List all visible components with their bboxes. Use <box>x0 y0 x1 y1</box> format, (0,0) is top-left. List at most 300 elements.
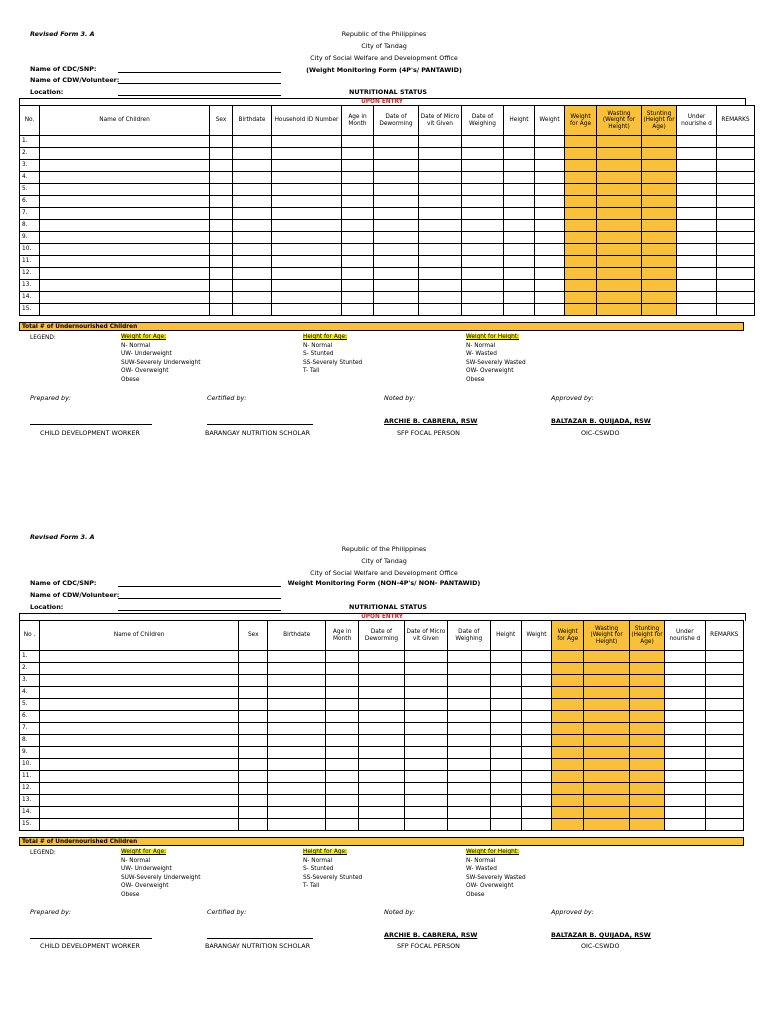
table-cell[interactable] <box>272 196 342 208</box>
table-cell[interactable] <box>565 196 597 208</box>
table-cell[interactable] <box>521 699 551 711</box>
table-cell[interactable] <box>521 771 551 783</box>
table-cell[interactable] <box>268 735 326 747</box>
table-cell[interactable] <box>535 136 565 148</box>
table-cell[interactable] <box>629 771 664 783</box>
table-cell[interactable] <box>490 651 521 663</box>
table-cell[interactable] <box>552 687 584 699</box>
table-cell[interactable] <box>677 232 717 244</box>
table-cell[interactable] <box>642 292 677 304</box>
table-cell[interactable] <box>597 196 642 208</box>
table-cell[interactable] <box>272 220 342 232</box>
table-cell[interactable] <box>462 148 504 160</box>
table-cell[interactable] <box>552 663 584 675</box>
table-cell[interactable] <box>504 232 535 244</box>
table-cell[interactable] <box>462 220 504 232</box>
table-cell[interactable] <box>504 304 535 316</box>
table-cell[interactable] <box>419 232 462 244</box>
table-cell[interactable] <box>629 747 664 759</box>
table-cell[interactable] <box>597 184 642 196</box>
table-cell[interactable] <box>239 687 268 699</box>
table-cell[interactable] <box>552 747 584 759</box>
table-cell[interactable] <box>665 735 705 747</box>
table-cell[interactable] <box>374 160 419 172</box>
table-cell[interactable] <box>404 819 447 831</box>
table-cell[interactable] <box>665 759 705 771</box>
table-cell[interactable] <box>597 160 642 172</box>
table-cell[interactable] <box>40 244 210 256</box>
table-cell[interactable] <box>521 747 551 759</box>
table-cell[interactable] <box>584 723 629 735</box>
table-cell[interactable] <box>565 268 597 280</box>
table-cell[interactable] <box>233 148 272 160</box>
table-cell[interactable] <box>359 783 404 795</box>
table-cell[interactable] <box>705 807 743 819</box>
table-cell[interactable] <box>462 196 504 208</box>
table-cell[interactable] <box>268 819 326 831</box>
table-cell[interactable] <box>521 723 551 735</box>
table-cell[interactable] <box>705 795 743 807</box>
table-cell[interactable] <box>268 771 326 783</box>
table-cell[interactable] <box>665 819 705 831</box>
table-cell[interactable] <box>504 196 535 208</box>
table-cell[interactable] <box>325 807 358 819</box>
table-cell[interactable] <box>268 663 326 675</box>
table-cell[interactable] <box>717 208 755 220</box>
table-cell[interactable] <box>210 292 233 304</box>
table-cell[interactable] <box>521 675 551 687</box>
table-cell[interactable] <box>40 699 239 711</box>
table-cell[interactable] <box>677 280 717 292</box>
table-cell[interactable] <box>717 184 755 196</box>
table-cell[interactable] <box>584 819 629 831</box>
table-cell[interactable] <box>359 771 404 783</box>
table-cell[interactable] <box>504 172 535 184</box>
table-cell[interactable] <box>239 795 268 807</box>
table-cell[interactable] <box>705 663 743 675</box>
table-cell[interactable] <box>665 807 705 819</box>
table-cell[interactable] <box>504 256 535 268</box>
table-cell[interactable] <box>233 292 272 304</box>
table-cell[interactable] <box>210 232 233 244</box>
table-cell[interactable] <box>584 783 629 795</box>
table-cell[interactable] <box>359 651 404 663</box>
table-cell[interactable] <box>705 687 743 699</box>
table-cell[interactable] <box>40 304 210 316</box>
table-cell[interactable] <box>705 711 743 723</box>
table-cell[interactable] <box>419 160 462 172</box>
table-cell[interactable] <box>504 136 535 148</box>
table-cell[interactable] <box>404 759 447 771</box>
table-cell[interactable] <box>552 651 584 663</box>
table-cell[interactable] <box>504 280 535 292</box>
table-cell[interactable] <box>535 208 565 220</box>
table-cell[interactable] <box>642 256 677 268</box>
table-cell[interactable] <box>374 292 419 304</box>
table-cell[interactable] <box>359 759 404 771</box>
signature-line-cdw[interactable] <box>30 424 152 425</box>
table-cell[interactable] <box>359 687 404 699</box>
table-cell[interactable] <box>374 232 419 244</box>
table-cell[interactable] <box>565 160 597 172</box>
table-cell[interactable] <box>705 759 743 771</box>
table-cell[interactable] <box>342 256 374 268</box>
table-cell[interactable] <box>535 148 565 160</box>
table-cell[interactable] <box>272 280 342 292</box>
table-cell[interactable] <box>239 711 268 723</box>
table-cell[interactable] <box>677 172 717 184</box>
table-cell[interactable] <box>705 735 743 747</box>
table-cell[interactable] <box>552 795 584 807</box>
table-cell[interactable] <box>665 771 705 783</box>
table-cell[interactable] <box>665 651 705 663</box>
table-cell[interactable] <box>717 268 755 280</box>
table-cell[interactable] <box>448 711 490 723</box>
table-cell[interactable] <box>40 651 239 663</box>
table-cell[interactable] <box>419 244 462 256</box>
table-cell[interactable] <box>404 663 447 675</box>
table-cell[interactable] <box>584 747 629 759</box>
table-cell[interactable] <box>565 184 597 196</box>
table-cell[interactable] <box>629 687 664 699</box>
table-cell[interactable] <box>210 280 233 292</box>
table-cell[interactable] <box>210 208 233 220</box>
table-cell[interactable] <box>535 196 565 208</box>
table-cell[interactable] <box>535 244 565 256</box>
table-cell[interactable] <box>268 795 326 807</box>
table-cell[interactable] <box>359 675 404 687</box>
table-cell[interactable] <box>374 136 419 148</box>
table-cell[interactable] <box>268 783 326 795</box>
table-cell[interactable] <box>521 687 551 699</box>
table-cell[interactable] <box>210 184 233 196</box>
table-cell[interactable] <box>629 663 664 675</box>
table-cell[interactable] <box>404 699 447 711</box>
table-cell[interactable] <box>268 759 326 771</box>
table-cell[interactable] <box>40 184 210 196</box>
table-cell[interactable] <box>268 687 326 699</box>
table-cell[interactable] <box>462 280 504 292</box>
table-cell[interactable] <box>642 268 677 280</box>
table-cell[interactable] <box>552 723 584 735</box>
table-cell[interactable] <box>504 148 535 160</box>
table-cell[interactable] <box>490 819 521 831</box>
table-cell[interactable] <box>552 771 584 783</box>
table-cell[interactable] <box>642 220 677 232</box>
table-cell[interactable] <box>268 807 326 819</box>
table-cell[interactable] <box>490 771 521 783</box>
table-cell[interactable] <box>40 148 210 160</box>
table-cell[interactable] <box>359 819 404 831</box>
table-cell[interactable] <box>565 304 597 316</box>
table-cell[interactable] <box>665 687 705 699</box>
table-cell[interactable] <box>629 651 664 663</box>
table-cell[interactable] <box>404 807 447 819</box>
table-cell[interactable] <box>40 663 239 675</box>
table-cell[interactable] <box>40 675 239 687</box>
table-cell[interactable] <box>490 723 521 735</box>
table-cell[interactable] <box>239 783 268 795</box>
field-cdc-input[interactable] <box>118 586 281 587</box>
table-cell[interactable] <box>642 136 677 148</box>
table-cell[interactable] <box>552 735 584 747</box>
table-cell[interactable] <box>40 687 239 699</box>
table-cell[interactable] <box>584 735 629 747</box>
table-cell[interactable] <box>490 663 521 675</box>
table-cell[interactable] <box>272 184 342 196</box>
table-cell[interactable] <box>535 256 565 268</box>
table-cell[interactable] <box>642 208 677 220</box>
table-cell[interactable] <box>705 747 743 759</box>
table-cell[interactable] <box>239 747 268 759</box>
table-cell[interactable] <box>325 663 358 675</box>
table-cell[interactable] <box>239 723 268 735</box>
table-cell[interactable] <box>40 807 239 819</box>
table-cell[interactable] <box>40 268 210 280</box>
table-cell[interactable] <box>325 759 358 771</box>
table-cell[interactable] <box>233 136 272 148</box>
table-cell[interactable] <box>717 280 755 292</box>
table-cell[interactable] <box>717 292 755 304</box>
table-cell[interactable] <box>665 711 705 723</box>
table-cell[interactable] <box>535 220 565 232</box>
table-cell[interactable] <box>40 747 239 759</box>
table-cell[interactable] <box>521 663 551 675</box>
table-cell[interactable] <box>419 196 462 208</box>
table-cell[interactable] <box>239 675 268 687</box>
table-cell[interactable] <box>342 280 374 292</box>
table-cell[interactable] <box>535 160 565 172</box>
table-cell[interactable] <box>490 687 521 699</box>
table-cell[interactable] <box>705 675 743 687</box>
table-cell[interactable] <box>642 280 677 292</box>
table-cell[interactable] <box>374 172 419 184</box>
table-cell[interactable] <box>565 280 597 292</box>
table-cell[interactable] <box>629 711 664 723</box>
table-cell[interactable] <box>272 160 342 172</box>
table-cell[interactable] <box>325 771 358 783</box>
table-cell[interactable] <box>40 196 210 208</box>
table-cell[interactable] <box>419 148 462 160</box>
table-cell[interactable] <box>40 172 210 184</box>
table-cell[interactable] <box>210 160 233 172</box>
table-cell[interactable] <box>717 196 755 208</box>
table-cell[interactable] <box>521 783 551 795</box>
table-cell[interactable] <box>359 795 404 807</box>
table-cell[interactable] <box>597 280 642 292</box>
table-cell[interactable] <box>677 148 717 160</box>
table-cell[interactable] <box>565 244 597 256</box>
table-cell[interactable] <box>342 136 374 148</box>
table-cell[interactable] <box>677 292 717 304</box>
table-cell[interactable] <box>597 304 642 316</box>
table-cell[interactable] <box>490 759 521 771</box>
table-cell[interactable] <box>419 220 462 232</box>
signature-line-bns[interactable] <box>207 938 313 939</box>
table-cell[interactable] <box>705 819 743 831</box>
table-cell[interactable] <box>404 771 447 783</box>
table-cell[interactable] <box>325 675 358 687</box>
table-cell[interactable] <box>342 232 374 244</box>
table-cell[interactable] <box>325 735 358 747</box>
table-cell[interactable] <box>268 711 326 723</box>
table-cell[interactable] <box>404 675 447 687</box>
table-cell[interactable] <box>448 795 490 807</box>
table-cell[interactable] <box>448 663 490 675</box>
table-cell[interactable] <box>374 220 419 232</box>
table-cell[interactable] <box>490 699 521 711</box>
table-cell[interactable] <box>268 699 326 711</box>
table-cell[interactable] <box>325 747 358 759</box>
table-cell[interactable] <box>504 244 535 256</box>
table-cell[interactable] <box>597 292 642 304</box>
table-cell[interactable] <box>665 699 705 711</box>
table-cell[interactable] <box>584 795 629 807</box>
table-cell[interactable] <box>40 208 210 220</box>
table-cell[interactable] <box>717 256 755 268</box>
table-cell[interactable] <box>342 304 374 316</box>
table-cell[interactable] <box>629 759 664 771</box>
table-cell[interactable] <box>342 148 374 160</box>
table-cell[interactable] <box>448 687 490 699</box>
table-cell[interactable] <box>40 292 210 304</box>
table-cell[interactable] <box>717 220 755 232</box>
table-cell[interactable] <box>40 220 210 232</box>
table-cell[interactable] <box>448 651 490 663</box>
table-cell[interactable] <box>705 771 743 783</box>
table-cell[interactable] <box>210 256 233 268</box>
table-cell[interactable] <box>272 148 342 160</box>
table-cell[interactable] <box>233 244 272 256</box>
table-cell[interactable] <box>374 184 419 196</box>
table-cell[interactable] <box>462 244 504 256</box>
table-cell[interactable] <box>665 663 705 675</box>
table-cell[interactable] <box>359 663 404 675</box>
table-cell[interactable] <box>40 723 239 735</box>
table-cell[interactable] <box>552 783 584 795</box>
table-cell[interactable] <box>462 292 504 304</box>
table-cell[interactable] <box>404 747 447 759</box>
table-cell[interactable] <box>717 136 755 148</box>
table-cell[interactable] <box>462 232 504 244</box>
table-cell[interactable] <box>490 807 521 819</box>
table-cell[interactable] <box>374 256 419 268</box>
table-cell[interactable] <box>565 220 597 232</box>
table-cell[interactable] <box>374 148 419 160</box>
table-cell[interactable] <box>552 675 584 687</box>
table-cell[interactable] <box>272 172 342 184</box>
table-cell[interactable] <box>325 795 358 807</box>
table-cell[interactable] <box>272 232 342 244</box>
field-cdw-input[interactable] <box>118 598 281 599</box>
table-cell[interactable] <box>419 304 462 316</box>
table-cell[interactable] <box>504 208 535 220</box>
table-cell[interactable] <box>565 232 597 244</box>
table-cell[interactable] <box>490 711 521 723</box>
table-cell[interactable] <box>448 807 490 819</box>
table-cell[interactable] <box>629 783 664 795</box>
table-cell[interactable] <box>210 196 233 208</box>
table-cell[interactable] <box>462 256 504 268</box>
table-cell[interactable] <box>359 723 404 735</box>
table-cell[interactable] <box>521 759 551 771</box>
table-cell[interactable] <box>374 268 419 280</box>
table-cell[interactable] <box>272 268 342 280</box>
table-cell[interactable] <box>325 783 358 795</box>
table-cell[interactable] <box>462 160 504 172</box>
table-cell[interactable] <box>239 735 268 747</box>
table-cell[interactable] <box>40 759 239 771</box>
table-cell[interactable] <box>504 160 535 172</box>
table-cell[interactable] <box>448 819 490 831</box>
table-cell[interactable] <box>665 795 705 807</box>
table-cell[interactable] <box>233 184 272 196</box>
table-cell[interactable] <box>359 747 404 759</box>
field-location-input[interactable] <box>118 95 281 96</box>
table-cell[interactable] <box>521 711 551 723</box>
table-cell[interactable] <box>359 735 404 747</box>
table-cell[interactable] <box>40 280 210 292</box>
table-cell[interactable] <box>490 675 521 687</box>
table-cell[interactable] <box>677 268 717 280</box>
table-cell[interactable] <box>325 699 358 711</box>
table-cell[interactable] <box>584 675 629 687</box>
table-cell[interactable] <box>677 136 717 148</box>
table-cell[interactable] <box>552 759 584 771</box>
table-cell[interactable] <box>717 160 755 172</box>
table-cell[interactable] <box>584 807 629 819</box>
table-cell[interactable] <box>359 711 404 723</box>
table-cell[interactable] <box>239 651 268 663</box>
table-cell[interactable] <box>552 819 584 831</box>
table-cell[interactable] <box>239 663 268 675</box>
table-cell[interactable] <box>504 292 535 304</box>
table-cell[interactable] <box>448 723 490 735</box>
table-cell[interactable] <box>490 747 521 759</box>
table-cell[interactable] <box>419 256 462 268</box>
table-cell[interactable] <box>239 771 268 783</box>
table-cell[interactable] <box>504 184 535 196</box>
table-cell[interactable] <box>552 699 584 711</box>
table-cell[interactable] <box>504 220 535 232</box>
table-cell[interactable] <box>584 687 629 699</box>
table-cell[interactable] <box>705 699 743 711</box>
table-cell[interactable] <box>717 232 755 244</box>
table-cell[interactable] <box>521 651 551 663</box>
table-cell[interactable] <box>404 795 447 807</box>
table-cell[interactable] <box>325 819 358 831</box>
table-cell[interactable] <box>239 807 268 819</box>
table-cell[interactable] <box>342 208 374 220</box>
table-cell[interactable] <box>462 136 504 148</box>
table-cell[interactable] <box>629 675 664 687</box>
table-cell[interactable] <box>342 244 374 256</box>
table-cell[interactable] <box>642 148 677 160</box>
table-cell[interactable] <box>597 148 642 160</box>
table-cell[interactable] <box>419 268 462 280</box>
table-cell[interactable] <box>40 160 210 172</box>
table-cell[interactable] <box>325 651 358 663</box>
table-cell[interactable] <box>233 208 272 220</box>
table-cell[interactable] <box>665 723 705 735</box>
table-cell[interactable] <box>642 244 677 256</box>
table-cell[interactable] <box>584 771 629 783</box>
table-cell[interactable] <box>233 304 272 316</box>
table-cell[interactable] <box>448 675 490 687</box>
table-cell[interactable] <box>239 699 268 711</box>
table-cell[interactable] <box>342 160 374 172</box>
table-cell[interactable] <box>565 292 597 304</box>
